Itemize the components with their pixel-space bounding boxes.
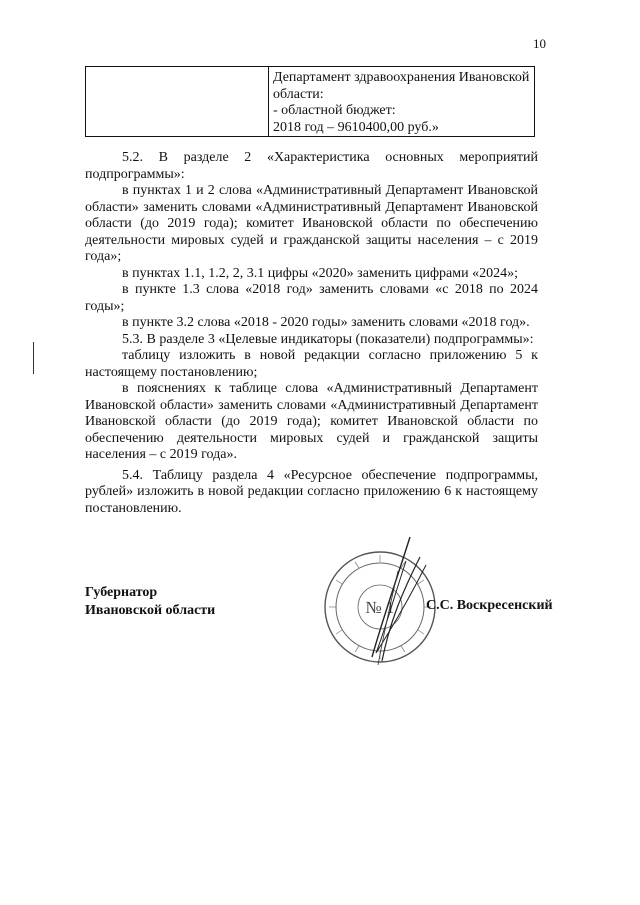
table-cell-line: 2018 год – 9610400,00 руб.» <box>273 119 439 135</box>
paragraph: в пунктах 1 и 2 слова «Административный Департамент Ивановской области» заменить словами «Административный Департамент Ивановской области (до 2019 года); комитет Ивановской области по обеспечению деятельности мировых судей и гражданской защиты населения – с 2019 года»; <box>85 183 538 264</box>
table-cell-line: области: <box>273 86 324 102</box>
paragraph-5-3: 5.3. В разделе 3 «Целевые индикаторы (показатели) подпрограммы»: <box>122 331 534 347</box>
margin-mark <box>33 342 34 374</box>
paragraph-5-2: 5.2. В разделе 2 «Характеристика основных мероприятий подпрограммы»: <box>85 150 538 182</box>
paragraph: таблицу изложить в новой редакции согласно приложению 5 к настоящему постановлению; <box>85 348 538 380</box>
table-cell-line: Департамент здравоохранения Ивановской <box>273 70 530 85</box>
budget-table <box>85 66 535 137</box>
signer-title <box>85 584 215 620</box>
paragraph: в пункте 3.2 слова «2018 - 2020 годы» заменить словами «2018 год». <box>122 315 530 330</box>
stamp-number: № 1 <box>365 598 395 617</box>
signer-title-line2: Ивановской области <box>85 603 216 618</box>
table-cell-line: - областной бюджет: <box>273 103 396 118</box>
document-body <box>85 150 538 517</box>
signer-title-line1: Губернатор <box>85 585 158 600</box>
paragraph: в пунктах 1.1, 1.2, 2, 3.1 цифры «2020» заменить цифрами «2024»; <box>122 265 518 281</box>
paragraph: в пункте 1.3 слова «2018 год» заменить словами «с 2018 по 2024 годы»; <box>85 282 538 314</box>
signer-name: С.С. Воскресенский <box>426 598 553 613</box>
paragraph: в пояснениях к таблице слова «Административный Департамент Ивановской области» заменить словами «Административный Департамент Ивановской области (до 2019 года); комитет Ивановской области по обеспечению деятельности мировых судей и гражданской защиты населения – с 2019 года». <box>85 381 538 462</box>
paragraph-5-4: 5.4. Таблицу раздела 4 «Ресурсное обеспечение подпрограммы, рублей» изложить в новой редакции согласно приложению 6 к настоящему постановлению. <box>85 467 538 516</box>
page-number: 10 <box>533 36 546 51</box>
table-empty-cell <box>86 67 269 137</box>
table-budget-cell <box>269 67 535 137</box>
